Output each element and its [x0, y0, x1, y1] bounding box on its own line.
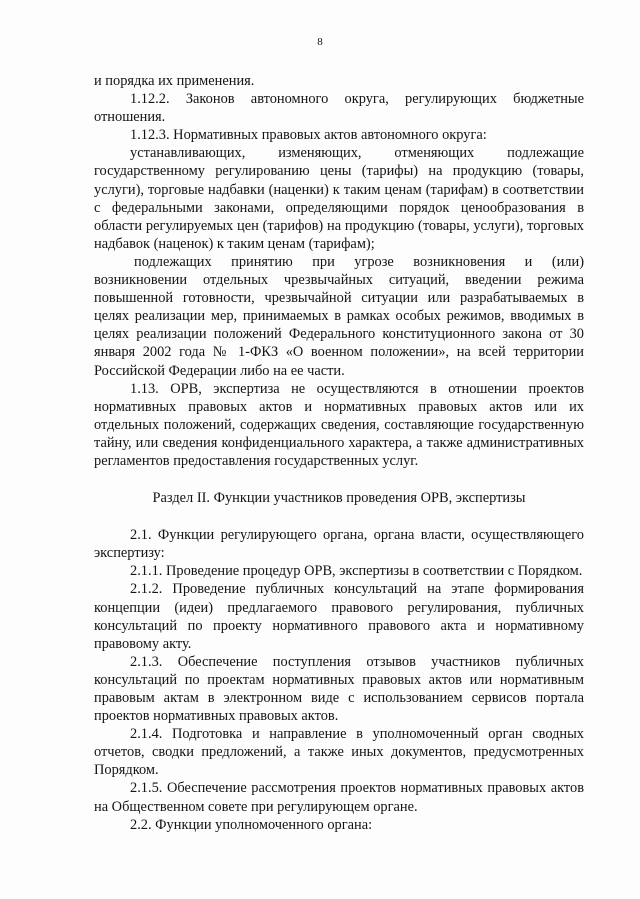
- document-body: [94, 72, 584, 834]
- paragraph: 2.1.2. Проведение публичных консультаций на этапе формирования концепции (идеи) предлагаемого правового регулирования, публичных консультаций по проекту нормативного правового акта и нормативному правовому акту.: [94, 581, 584, 652]
- paragraph: 2.1. Функции регулирующего органа, органа власти, осуществляющего экспертизу:: [94, 527, 584, 562]
- paragraph: 2.1.5. Обеспечение рассмотрения проектов нормативных правовых актов на Общественном совете при регулирующем органе.: [94, 780, 584, 815]
- paragraph: 2.1.1. Проведение процедур ОРВ, экспертизы в соответствии с Порядком.: [130, 563, 583, 580]
- paragraph: 2.1.3. Обеспечение поступления отзывов участников публичных консультаций по проектам нормативных правовых актов или нормативным правовым актам в электронном виде с использованием сервисов портала проектов нормативных правовых актов.: [94, 653, 584, 725]
- paragraph: подлежащих принятию при угрозе возникновения и (или) возникновении отдельных чрезвычайных ситуаций, введении режима повышенной готовности, чрезвычайной ситуации или разрабатываемых в целях реализации мер, принимаемых в рамках особых режимов, вводимых в целях реализации положений Федерального конституционного закона от 30 января 2002 года № 1-ФКЗ «О военном положении», на всей территории Российской Федерации либо на ее части.: [94, 253, 584, 379]
- section-heading: Раздел II. Функции участников проведения ОРВ, экспертизы: [152, 490, 526, 507]
- paragraph: 1.13. ОРВ, экспертиза не осуществляются в отношении проектов нормативных правовых актов и нормативных правовых актов или их отдельных положений, содержащих сведения, составляющие государственную тайну, или сведения конфиденциального характера, а также административных регламентов предоставления государственных услуг.: [94, 380, 584, 469]
- paragraph: устанавливающих, изменяющих, отменяющих подлежащие государственному регулированию цены (тарифы) на продукцию (товары, услуги), торговые надбавки (наценки) к таким ценам (тарифам) в соответствии с федеральными законами, определяющими порядок ценообразования в области регулируемых цен (тарифов) на продукцию (товары, услуги), торговых надбавок (наценок) к таким ценам (тарифам);: [94, 145, 584, 252]
- paragraph: 2.2. Функции уполномоченного органа:: [130, 816, 373, 833]
- paragraph: и порядка их применения.: [94, 73, 255, 89]
- page-number: 8: [317, 36, 323, 48]
- paragraph: 2.1.4. Подготовка и направление в уполномоченный орган сводных отчетов, сводки предложений, а также иных документов, предусмотренных Порядком.: [94, 726, 584, 779]
- paragraph: 1.12.3. Нормативных правовых актов автономного округа:: [130, 127, 487, 144]
- paragraph: 1.12.2. Законов автономного округа, регулирующих бюджетные отношения.: [94, 91, 584, 126]
